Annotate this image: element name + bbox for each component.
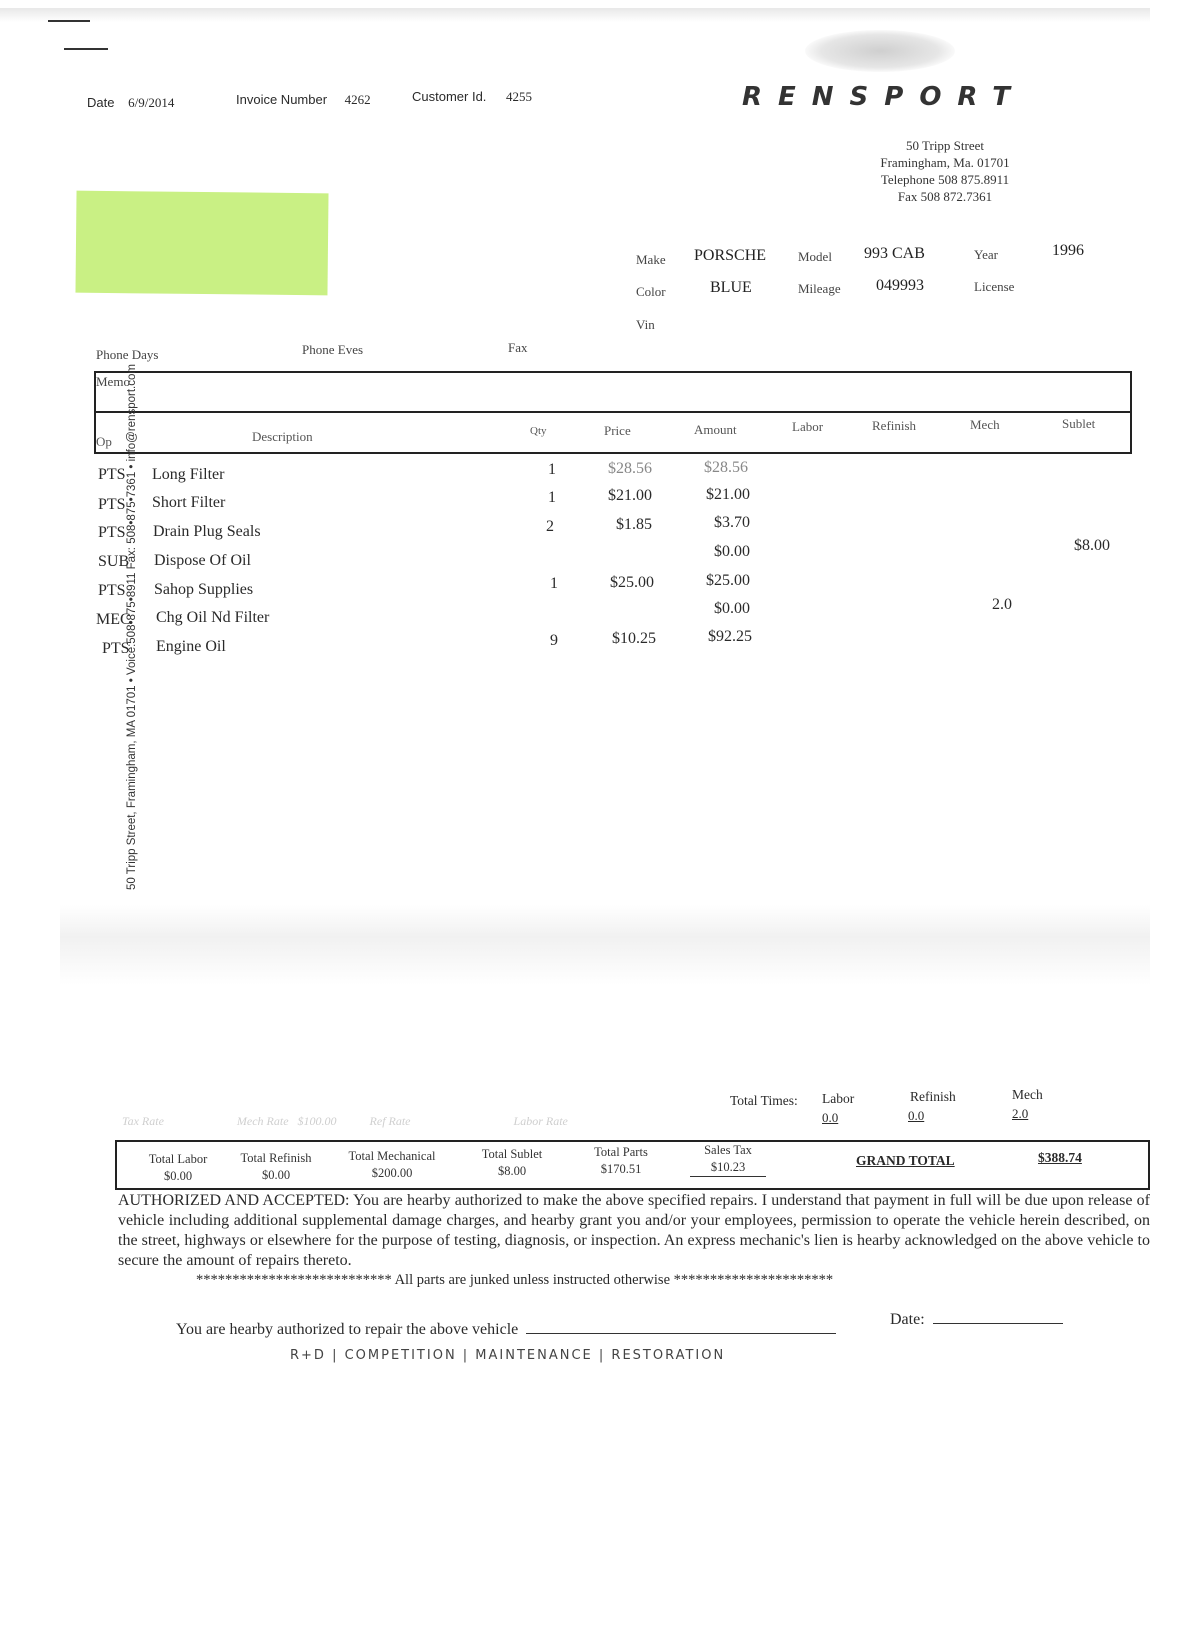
row-description: Dispose Of Oil bbox=[154, 552, 251, 569]
total-sublet-label: Total Sublet bbox=[481, 1147, 543, 1161]
company-fax: Fax 508 872.7361 bbox=[897, 189, 993, 204]
row-qty: 1 bbox=[550, 575, 558, 592]
footer-tagline: R+D | COMPETITION | MAINTENANCE | RESTORATION bbox=[290, 1348, 726, 1363]
make-label: Make bbox=[636, 252, 666, 267]
phone-eves-label: Phone Eves bbox=[302, 342, 364, 357]
row-description: Drain Plug Seals bbox=[153, 523, 261, 540]
signature-line bbox=[176, 1319, 836, 1339]
signature-field[interactable] bbox=[526, 1319, 836, 1334]
color-value: BLUE bbox=[710, 279, 752, 296]
row-price: $28.56 bbox=[608, 460, 652, 477]
year-value: 1996 bbox=[1052, 242, 1084, 259]
side-contact-text: 50 Tripp Street, Framingham, MA 01701 • Voice:508•875•8911 Fax: 508•875•7361 • info@rensport.com bbox=[126, 364, 138, 890]
date-line bbox=[890, 1309, 1063, 1329]
row-amount: $0.00 bbox=[714, 543, 750, 560]
row-op: MEC bbox=[96, 611, 131, 628]
sales-tax-value: $10.23 bbox=[690, 1159, 766, 1177]
sales-tax bbox=[690, 1142, 766, 1177]
times-mech-value: 2.0 bbox=[1012, 1106, 1029, 1121]
col-amount: Amount bbox=[694, 422, 737, 437]
times-labor-label: Labor bbox=[822, 1091, 855, 1106]
mech-rate-label: Mech Rate bbox=[236, 1114, 289, 1128]
total-mechanical bbox=[338, 1148, 446, 1182]
total-refinish bbox=[230, 1150, 322, 1184]
total-labor-value: $0.00 bbox=[163, 1169, 193, 1183]
row-description: Sahop Supplies bbox=[154, 581, 254, 598]
invoice-number-label: Invoice Number bbox=[236, 92, 328, 107]
row-mech: 2.0 bbox=[992, 596, 1012, 613]
row-description: Short Filter bbox=[152, 494, 226, 511]
address-line2: Framingham, Ma. 01701 bbox=[880, 155, 1010, 170]
row-op: PTS bbox=[98, 524, 126, 541]
license-label: License bbox=[974, 279, 1015, 294]
total-parts bbox=[578, 1144, 664, 1178]
row-price: $25.00 bbox=[610, 574, 654, 591]
row-description: Chg Oil Nd Filter bbox=[156, 609, 270, 626]
ref-rate-label: Ref Rate bbox=[369, 1114, 411, 1128]
signature-date-field[interactable] bbox=[933, 1309, 1063, 1324]
row-description: Engine Oil bbox=[156, 638, 226, 655]
customer-id-value: 4255 bbox=[506, 89, 533, 104]
total-mechanical-label: Total Mechanical bbox=[348, 1149, 436, 1163]
row-op: PTS bbox=[102, 640, 130, 657]
col-op: Op bbox=[96, 434, 112, 449]
col-labor: Labor bbox=[792, 419, 824, 434]
row-qty: 1 bbox=[548, 461, 556, 478]
signature-date-label: Date: bbox=[890, 1311, 925, 1328]
date-label: Date bbox=[87, 95, 115, 110]
grand-total-label: GRAND TOTAL bbox=[856, 1153, 955, 1168]
memo-box bbox=[94, 371, 1132, 413]
total-labor-label: Total Labor bbox=[148, 1152, 208, 1166]
total-parts-value: $170.51 bbox=[600, 1162, 642, 1176]
address-line1: 50 Tripp Street bbox=[905, 138, 984, 153]
times-refinish-value: 0.0 bbox=[908, 1108, 925, 1123]
row-amount: $92.25 bbox=[708, 628, 752, 645]
mileage-label: Mileage bbox=[798, 281, 841, 296]
total-sublet bbox=[470, 1146, 554, 1180]
tax-rate-label: Tax Rate bbox=[122, 1114, 164, 1128]
row-amount: $21.00 bbox=[706, 486, 750, 503]
corner-mark bbox=[48, 20, 90, 22]
times-labor-value: 0.0 bbox=[822, 1110, 839, 1125]
row-op: PTS bbox=[98, 496, 126, 513]
col-sublet: Sublet bbox=[1062, 416, 1096, 431]
col-refinish: Refinish bbox=[872, 418, 917, 433]
total-refinish-label: Total Refinish bbox=[240, 1151, 312, 1165]
mech-rate-value: $100.00 bbox=[297, 1114, 337, 1128]
row-op: PTS bbox=[98, 466, 126, 483]
total-mechanical-value: $200.00 bbox=[371, 1166, 413, 1180]
row-op: PTS bbox=[98, 582, 126, 599]
row-description: Long Filter bbox=[152, 466, 225, 483]
sales-tax-label: Sales Tax bbox=[704, 1143, 752, 1157]
date-value: 6/9/2014 bbox=[128, 95, 175, 110]
rensport-logo-icon bbox=[805, 30, 955, 72]
customer-id-label: Customer Id. bbox=[412, 89, 487, 104]
row-amount: $3.70 bbox=[714, 514, 750, 531]
junk-notice: *************************** All parts are junked unless instructed otherwise ********************** bbox=[196, 1272, 834, 1288]
row-price: $21.00 bbox=[608, 487, 652, 504]
row-sublet: $8.00 bbox=[1074, 537, 1110, 554]
col-qty: Qty bbox=[530, 425, 547, 437]
company-name: RENSPORT bbox=[742, 82, 1027, 112]
row-price: $10.25 bbox=[612, 630, 656, 647]
invoice-number bbox=[236, 92, 371, 108]
company-address bbox=[850, 137, 1040, 205]
signature-label: You are hearby authorized to repair the above vehicle bbox=[176, 1321, 519, 1338]
labor-rate-label: Labor Rate bbox=[513, 1114, 568, 1128]
total-labor bbox=[138, 1151, 218, 1185]
invoice-number-value: 4262 bbox=[344, 92, 371, 107]
make-value: PORSCHE bbox=[694, 247, 767, 264]
mileage-value: 049993 bbox=[876, 277, 924, 294]
invoice-date bbox=[87, 95, 174, 111]
times-refinish-label: Refinish bbox=[910, 1089, 956, 1104]
col-price: Price bbox=[604, 423, 631, 438]
fax-label: Fax bbox=[508, 340, 528, 355]
memo-label: Memo bbox=[96, 374, 130, 389]
row-amount: $25.00 bbox=[706, 572, 750, 589]
year-label: Year bbox=[974, 247, 998, 262]
row-amount: $28.56 bbox=[704, 459, 748, 476]
vin-label: Vin bbox=[636, 317, 655, 332]
row-qty: 9 bbox=[550, 632, 558, 649]
total-times-label: Total Times: bbox=[730, 1093, 798, 1108]
times-mech-label: Mech bbox=[1012, 1087, 1043, 1102]
rates-line bbox=[122, 1114, 568, 1129]
phone-days-label: Phone Days bbox=[96, 347, 159, 362]
model-value: 993 CAB bbox=[864, 245, 925, 262]
total-sublet-value: $8.00 bbox=[497, 1164, 527, 1178]
grand-total-value: $388.74 bbox=[1038, 1150, 1082, 1165]
col-description: Description bbox=[252, 429, 313, 444]
row-op: SUB bbox=[98, 553, 130, 570]
total-refinish-value: $0.00 bbox=[261, 1168, 291, 1182]
color-label: Color bbox=[636, 284, 666, 299]
model-label: Model bbox=[798, 249, 832, 264]
row-price: $1.85 bbox=[616, 516, 652, 533]
redaction-sticky-note bbox=[75, 191, 328, 296]
corner-mark bbox=[64, 48, 108, 50]
authorization-text: AUTHORIZED AND ACCEPTED: You are hearby authorized to make the above specified repairs. I understand that payment in full will be due upon release of vehicle including additional supplemental damage charges, and hearby grant you and/or your employees, permission to operate the vehicle herein described, on the street, highways or elsewhere for the purpose of testing, diagnosis, or inspection. An express mechanic's lien is hearby acknowledged on the above vehicle to secure the amount of repairs thereto. bbox=[118, 1192, 1150, 1269]
company-telephone: Telephone 508 875.8911 bbox=[880, 172, 1010, 187]
row-qty: 1 bbox=[548, 489, 556, 506]
row-qty: 2 bbox=[546, 518, 554, 535]
total-parts-label: Total Parts bbox=[594, 1145, 648, 1159]
col-mech: Mech bbox=[970, 417, 1000, 432]
customer-id bbox=[412, 89, 532, 105]
scan-edge-shadow bbox=[0, 8, 1150, 22]
scan-fold-shadow bbox=[60, 905, 1150, 985]
row-amount: $0.00 bbox=[714, 600, 750, 617]
